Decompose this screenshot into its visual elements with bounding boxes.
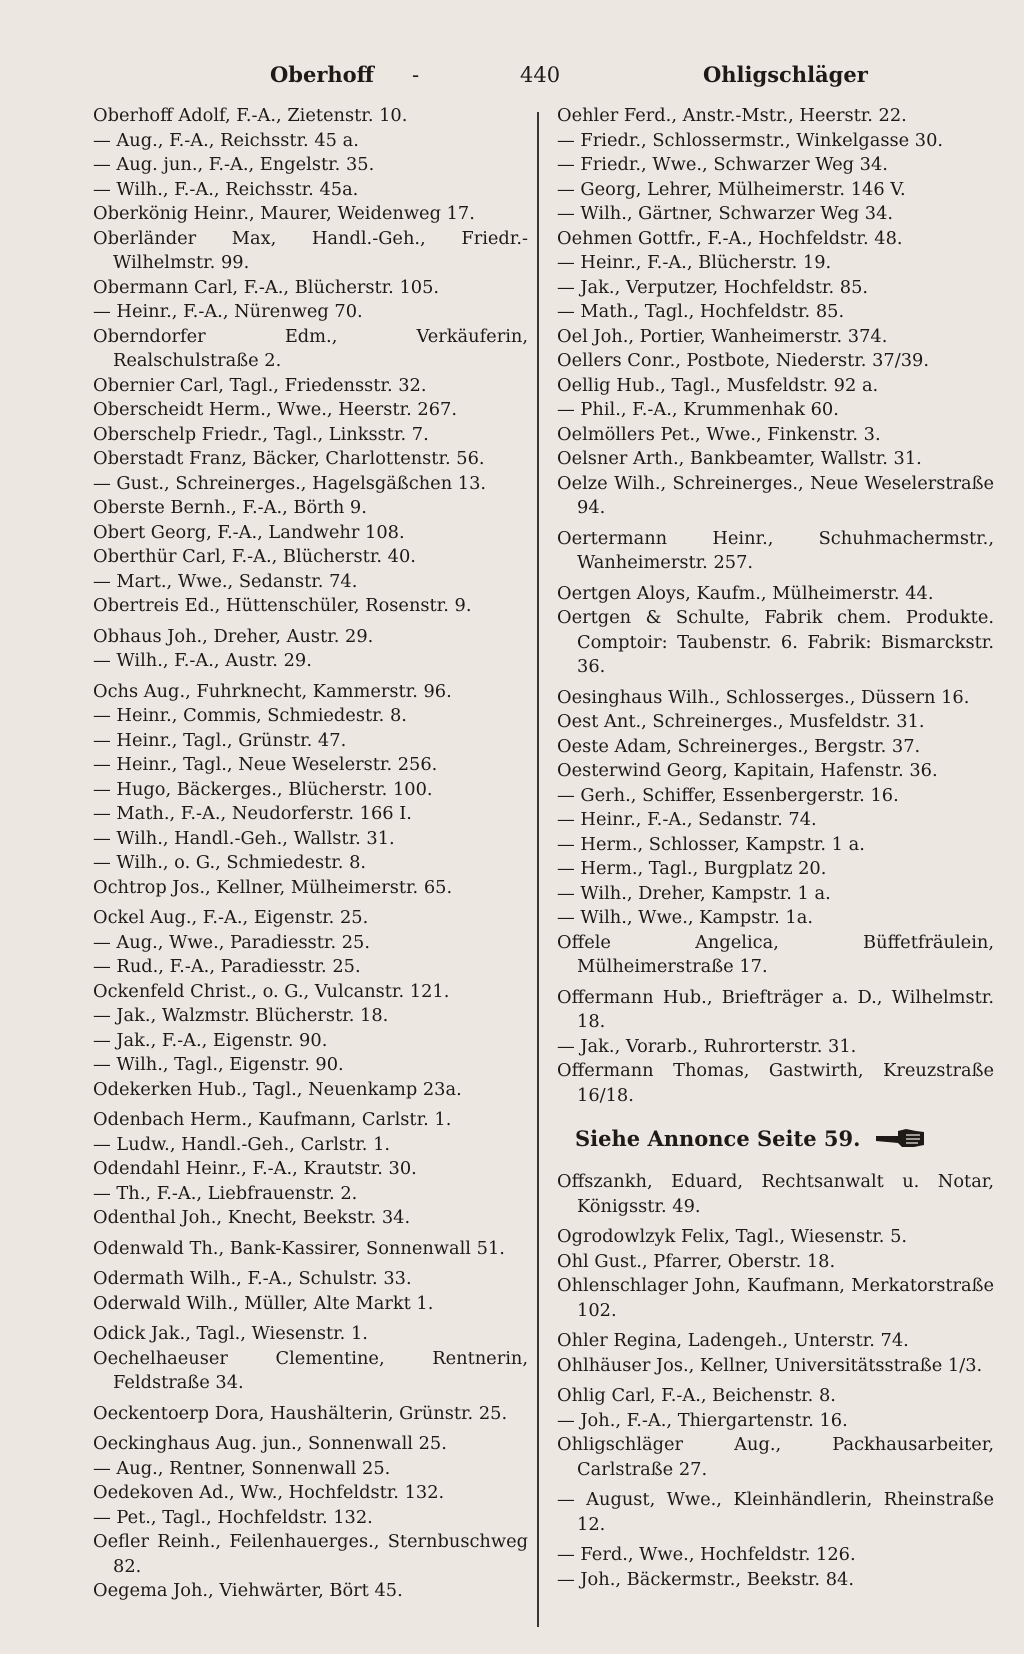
list-item: Oertgen Aloys, Kaufm., Mülheimerstr. 44.: [557, 582, 934, 604]
list-item: Oeckentoerp Dora, Haushälterin, Grünstr. 25.: [93, 1402, 508, 1424]
list-item: — Heinr., F.-A., Nürenweg 70.: [93, 301, 363, 322]
list-item: Odermath Wilh., F.-A., Schulstr. 33.: [93, 1268, 412, 1289]
list-item: — Herm., Schlosser, Kampstr. 1 a.: [557, 833, 865, 855]
list-item: — Georg, Lehrer, Mülheimerstr. 146 V.: [557, 178, 906, 200]
list-item: — Aug., Wwe., Paradiesstr. 25.: [93, 931, 371, 953]
list-item: — Math., F.-A., Neudorferstr. 166 I.: [93, 803, 412, 824]
list-item: Odekerken Hub., Tagl., Neuenkamp 23a.: [93, 1078, 462, 1100]
list-item: Obhaus Joh., Dreher, Austr. 29.: [93, 625, 374, 647]
header-first-name: Oberhoff: [270, 62, 374, 87]
list-item: — Wilh., Tagl., Eigenstr. 90.: [93, 1054, 344, 1075]
list-item: — Jak., Walzmstr. Blücherstr. 18.: [93, 1005, 389, 1026]
list-item: Ochs Aug., Fuhrknecht, Kammerstr. 96.: [93, 680, 452, 702]
list-item: Oegema Joh., Viehwärter, Bört 45.: [93, 1580, 403, 1601]
list-item: — Jak., F.-A., Eigenstr. 90.: [93, 1029, 328, 1051]
list-item: — Ferd., Wwe., Hochfeldstr. 126.: [557, 1544, 856, 1565]
list-item: Ohlhäuser Jos., Kellner, Universitätsstraße 1/3.: [557, 1354, 983, 1376]
list-item: — Wilh., F.-A., Austr. 29.: [93, 650, 312, 671]
list-item: — Aug., F.-A., Reichsstr. 45 a.: [93, 129, 359, 151]
list-item: Odenwald Th., Bank-Kassirer, Sonnenwall 51.: [93, 1237, 505, 1259]
notice-text: Siehe Annonce Seite 59.: [575, 1126, 861, 1151]
list-item: Offele Angelica, Büffetfräulein, Mülheimerstraße 17.: [557, 931, 994, 977]
list-item: Oberschelp Friedr., Tagl., Linksstr. 7.: [93, 423, 429, 445]
list-item: — Mart., Wwe., Sedanstr. 74.: [93, 570, 358, 592]
list-item: — Gust., Schreinerges., Hagelsgäßchen 13.: [93, 472, 487, 494]
list-item: — Jak., Vorarb., Ruhrorterstr. 31.: [557, 1035, 857, 1057]
list-item: Oedekoven Ad., Ww., Hochfeldstr. 132.: [93, 1482, 445, 1503]
list-item: Oeckinghaus Aug. jun., Sonnenwall 25.: [93, 1433, 447, 1454]
list-item: — Jak., Verputzer, Hochfeldstr. 85.: [557, 276, 869, 298]
list-item: Ochtrop Jos., Kellner, Mülheimerstr. 65.: [93, 876, 453, 898]
list-item: Obernier Carl, Tagl., Friedensstr. 32.: [93, 374, 427, 396]
list-item: Odick Jak., Tagl., Wiesenstr. 1.: [93, 1323, 368, 1344]
list-item: — Wilh., F.-A., Reichsstr. 45a.: [93, 178, 359, 200]
list-item: — Joh., Bäckermstr., Beekstr. 84.: [557, 1568, 855, 1590]
list-item: Oberkönig Heinr., Maurer, Weidenweg 17.: [93, 203, 475, 224]
list-item: Oertermann Heinr., Schuhmachermstr., Wanheimerstr. 257.: [557, 527, 994, 573]
list-item: — Ludw., Handl.-Geh., Carlstr. 1.: [93, 1133, 391, 1155]
list-item: — Friedr., Wwe., Schwarzer Weg 34.: [557, 154, 888, 175]
header-last-name: Ohligschläger: [703, 62, 868, 87]
list-item: Oesterwind Georg, Kapitain, Hafenstr. 36.: [557, 760, 938, 781]
list-item: — Hugo, Bäckerges., Blücherstr. 100.: [93, 778, 433, 800]
list-item: — Heinr., F.-A., Blücherstr. 19.: [557, 252, 832, 273]
list-item: — Wilh., Dreher, Kampstr. 1 a.: [557, 882, 831, 904]
list-item: — Heinr., Tagl., Grünstr. 47.: [93, 729, 347, 751]
list-item: Obert Georg, F.-A., Landwehr 108.: [93, 521, 405, 543]
list-item: — Aug., Rentner, Sonnenwall 25.: [93, 1457, 391, 1479]
list-item: Oel Joh., Portier, Wanheimerstr. 374.: [557, 325, 888, 347]
list-item: Oberhoff Adolf, F.-A., Zietenstr. 10.: [93, 105, 408, 126]
list-item: Oberste Bernh., F.-A., Börth 9.: [93, 497, 367, 518]
list-item: Oefler Reinh., Feilenhauerges., Sternbuschweg 82.: [93, 1531, 528, 1577]
list-item: Ohlenschlager John, Kaufmann, Merkatorstraße 102.: [557, 1275, 994, 1321]
list-item: — August, Wwe., Kleinhändlerin, Rheinstraße 12.: [557, 1489, 994, 1535]
list-item: Ohligschläger Aug., Packhausarbeiter, Carlstraße 27.: [557, 1434, 994, 1480]
list-item: — Phil., F.-A., Krummenhak 60.: [557, 399, 839, 420]
list-item: — Wilh., Handl.-Geh., Wallstr. 31.: [93, 827, 395, 849]
list-item: Oechelhaeuser Clementine, Rentnerin, Feldstraße 34.: [93, 1347, 528, 1393]
list-item: Oehler Ferd., Anstr.-Mstr., Heerstr. 22.: [557, 105, 907, 126]
list-item: Oeste Adam, Schreinerges., Bergstr. 37.: [557, 735, 921, 757]
column-divider: [537, 112, 539, 1627]
list-item: Oelmöllers Pet., Wwe., Finkenstr. 3.: [557, 423, 881, 445]
list-item: Oberländer Max, Handl.-Geh., Friedr.-Wilhelmstr. 99.: [93, 227, 528, 273]
list-item: Oberndorfer Edm., Verkäuferin, Realschulstraße 2.: [93, 325, 528, 371]
list-item: — Friedr., Schlossermstr., Winkelgasse 30.: [557, 129, 944, 151]
header-dash: -: [412, 63, 420, 87]
list-item: — Rud., F.-A., Paradiesstr. 25.: [93, 956, 361, 977]
list-item: Oellig Hub., Tagl., Musfeldstr. 92 a.: [557, 374, 879, 396]
list-item: — Wilh., Gärtner, Schwarzer Weg 34.: [557, 203, 894, 224]
list-item: — Heinr., F.-A., Sedanstr. 74.: [557, 809, 817, 830]
pointing-hand-icon: [876, 1127, 926, 1149]
list-item: — Th., F.-A., Liebfrauenstr. 2.: [93, 1182, 358, 1204]
advertisement-notice: [575, 1124, 994, 1154]
list-item: Ohler Regina, Ladengeh., Unterstr. 74.: [557, 1330, 909, 1351]
left-column: [93, 104, 528, 1604]
list-item: — Aug. jun., F.-A., Engelstr. 35.: [93, 154, 375, 175]
list-item: Oesinghaus Wilh., Schlosserges., Düssern 16.: [557, 686, 970, 708]
list-item: Offermann Thomas, Gastwirth, Kreuzstraße 16/18.: [557, 1060, 994, 1106]
list-item: Oehmen Gottfr., F.-A., Hochfeldstr. 48.: [557, 227, 903, 249]
list-item: Oellers Conr., Postbote, Niederstr. 37/39.: [557, 350, 930, 371]
list-item: — Math., Tagl., Hochfeldstr. 85.: [557, 301, 845, 322]
list-item: Ohl Gust., Pfarrer, Oberstr. 18.: [557, 1250, 836, 1272]
list-item: Ockenfeld Christ., o. G., Vulcanstr. 121.: [93, 980, 450, 1002]
list-item: Odenthal Joh., Knecht, Beekstr. 34.: [93, 1207, 411, 1228]
list-item: Oelsner Arth., Bankbeamter, Wallstr. 31.: [557, 448, 922, 469]
list-item: Ockel Aug., F.-A., Eigenstr. 25.: [93, 907, 369, 928]
list-item: Odenbach Herm., Kaufmann, Carlstr. 1.: [93, 1109, 452, 1130]
list-item: Oderwald Wilh., Müller, Alte Markt 1.: [93, 1292, 434, 1314]
list-item: — Heinr., Commis, Schmiedestr. 8.: [93, 705, 407, 726]
list-item: Ogrodowlzyk Felix, Tagl., Wiesenstr. 5.: [557, 1226, 908, 1247]
list-item: — Heinr., Tagl., Neue Weselerstr. 256.: [93, 754, 438, 775]
list-item: Oest Ant., Schreinerges., Musfeldstr. 31.: [557, 711, 925, 732]
page-number: 440: [520, 63, 561, 87]
list-item: — Herm., Tagl., Burgplatz 20.: [557, 858, 827, 879]
list-item: — Pet., Tagl., Hochfeldstr. 132.: [93, 1506, 373, 1528]
list-item: Oberthür Carl, F.-A., Blücherstr. 40.: [93, 546, 416, 567]
list-item: Oelze Wilh., Schreinerges., Neue Weselerstraße 94.: [557, 472, 994, 518]
list-item: Offszankh, Eduard, Rechtsanwalt u. Notar, Königsstr. 49.: [557, 1171, 994, 1217]
list-item: — Gerh., Schiffer, Essenbergerstr. 16.: [557, 784, 899, 806]
list-item: Obermann Carl, F.-A., Blücherstr. 105.: [93, 276, 440, 298]
list-item: Offermann Hub., Briefträger a. D., Wilhelmstr. 18.: [557, 986, 994, 1032]
list-item: — Wilh., o. G., Schmiedestr. 8.: [93, 852, 367, 873]
list-item: Oberscheidt Herm., Wwe., Heerstr. 267.: [93, 399, 457, 420]
list-item: Ohlig Carl, F.-A., Beichenstr. 8.: [557, 1385, 836, 1406]
list-item: — Joh., F.-A., Thiergartenstr. 16.: [557, 1409, 848, 1431]
list-item: Oertgen & Schulte, Fabrik chem. Produkte. Comptoir: Taubenstr. 6. Fabrik: Bismarckstr. 36.: [557, 607, 994, 677]
right-column: [557, 104, 994, 1592]
list-item: Odendahl Heinr., F.-A., Krautstr. 30.: [93, 1158, 417, 1179]
list-item: — Wilh., Wwe., Kampstr. 1a.: [557, 907, 813, 928]
list-item: Oberstadt Franz, Bäcker, Charlottenstr. 56.: [93, 448, 485, 469]
list-item: Obertreis Ed., Hüttenschüler, Rosenstr. 9.: [93, 595, 472, 616]
